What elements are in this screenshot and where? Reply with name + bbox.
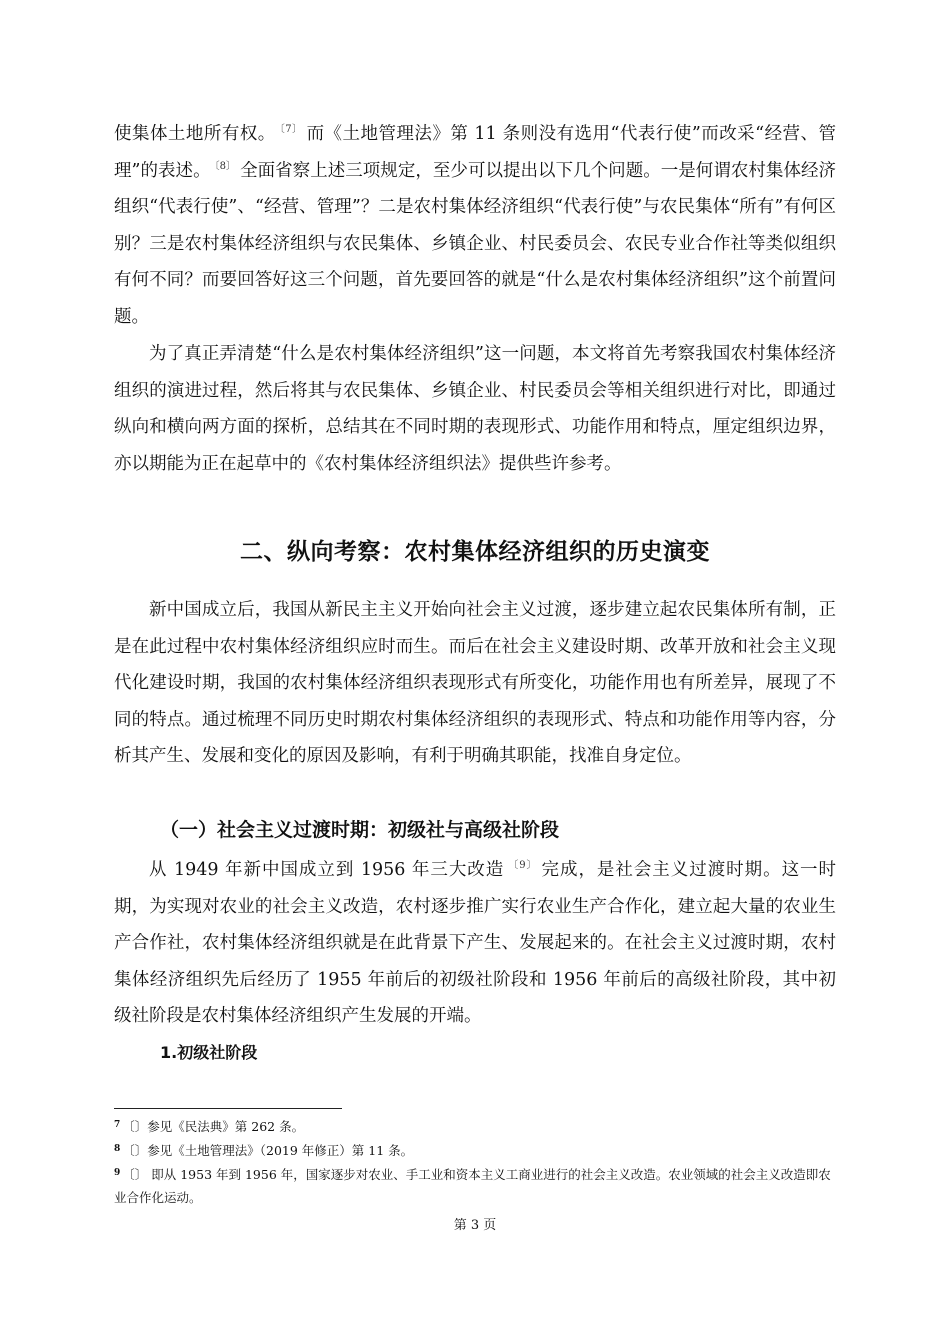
paragraph-1-text-a: 使集体土地所有权。 [114,124,276,144]
paragraph-1 [114,116,836,336]
paragraph-4-text-a: 从 1949 年新中国成立到 1956 年三大改造 [149,860,505,880]
footnote-text: 〔〕 即从 1953 年到 1956 年，国家逐步对农业、手工业和资本主义工商业进行的社会主义改造。农业领域的社会主义改造即农业合作化运动。 [114,1167,831,1205]
footnote-7 [114,1114,836,1138]
footnote-ref-9[interactable]: 〔9〕 [508,860,538,871]
footnote-text: 〔〕参见《土地管理法》（2019 年修正）第 11 条。 [122,1143,414,1158]
footnote-ref-8[interactable]: 〔8〕 [214,160,237,172]
paragraph-1-text-c: 全面省察上述三项规定，至少可以提出以下几个问题。一是何谓农村集体经济组织“代表行使”、“经营、管理”？二是农村集体经济组织“代表行使”与农民集体“所有”有何区别？三是农村集体经济组织与农民集体、乡镇企业、村民委员会、农民专业合作社等类似组织有何不同？而要回答好这三个问题，首先要回答的就是“什么是农村集体经济组织”这个前置问题。 [114,160,836,327]
footnote-separator [114,1108,342,1109]
footnote-number: 8 [114,1144,121,1154]
section-heading-2: 二、纵向考察：农村集体经济组织的历史演变 [240,539,710,565]
footnote-8 [114,1138,836,1162]
footnote-ref-7[interactable]: 〔7〕 [279,124,303,135]
paragraph-3 [114,592,836,775]
paragraph-1-text-b: 而《土地管理法》第 11 条则没有选用“代表行使”而改采“经营、管理”的表述。 [114,124,837,181]
subsubsection-heading-1: 1.初级社阶段 [160,1043,258,1062]
paragraph-4-text-b: 完成，是社会主义过渡时期。这一时期，为实现对农业的社会主义改造，农村逐步推广实行农业生产合作化，建立起大量的农业生产合作社，农村集体经济组织就是在此背景下产生、发展起来的。在社会主义过渡时期，农村集体经济组织先后经历了 1955 年前后的初级社阶段和 1956 年前后的高级社阶段，其中初级社阶段是农村集体经济组织产生发展的开端。 [114,860,836,1027]
footnotes [114,1114,836,1209]
paragraph-2 [114,336,836,482]
paragraph-3-text: 新中国成立后，我国从新民主主义开始向社会主义过渡，逐步建立起农民集体所有制，正是在此过程中农村集体经济组织应时而生。而后在社会主义建设时期、改革开放和社会主义现代化建设时期，我国的农村集体经济组织表现形式有所变化，功能作用也有所差异，展现了不同的特点。通过梳理不同历史时期农村集体经济组织的表现形式、特点和功能作用等内容，分析其产生、发展和变化的原因及影响，有利于明确其职能，找准自身定位。 [114,600,836,767]
footnote-text: 〔〕参见《民法典》第 262 条。 [122,1119,305,1134]
paragraph-2-text: 为了真正弄清楚“什么是农村集体经济组织”这一问题，本文将首先考察我国农村集体经济组织的演进过程，然后将其与农民集体、乡镇企业、村民委员会等相关组织进行对比，即通过纵向和横向两方面的探析，总结其在不同时期的表现形式、功能作用和特点，厘定组织边界，亦以期能为正在起草中的《农村集体经济组织法》提供些许参考。 [114,344,836,474]
footnote-9 [114,1162,836,1209]
page-number: 第 3 页 [453,1218,497,1233]
footnote-number: 7 [114,1120,121,1130]
footnote-number: 9 [114,1168,121,1178]
subsection-heading-1: （一）社会主义过渡时期：初级社与高级社阶段 [160,819,560,841]
paragraph-4 [114,852,836,1035]
